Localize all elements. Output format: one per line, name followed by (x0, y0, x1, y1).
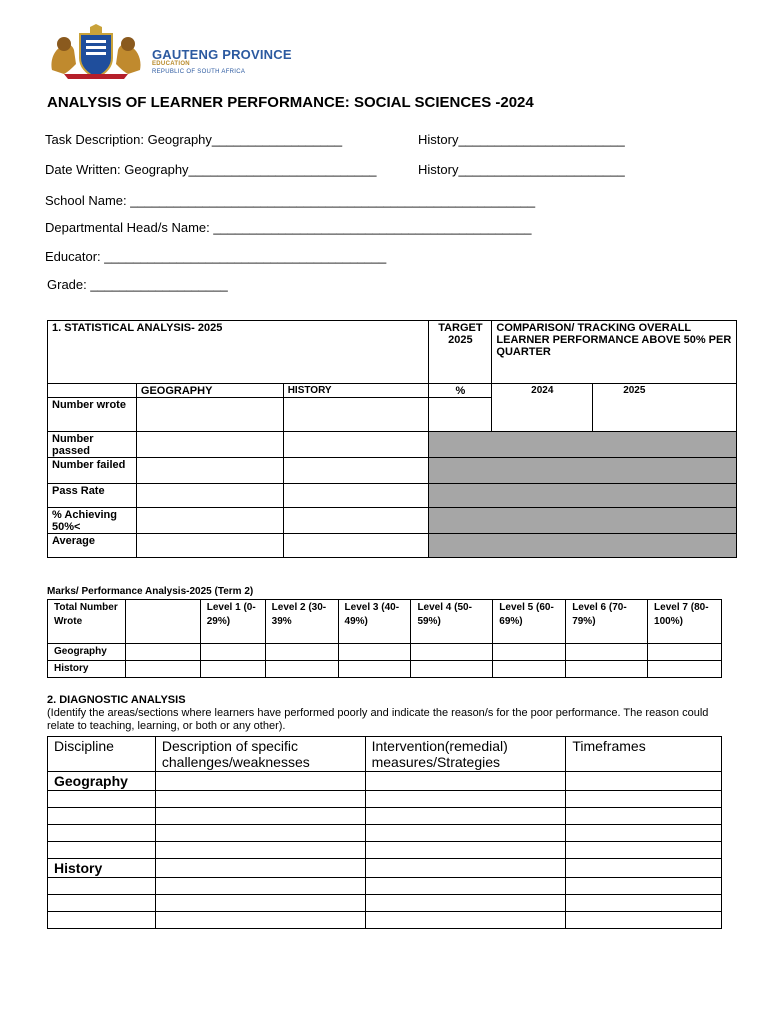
marks-header-level-5: Level 5 (60-69%) (493, 600, 566, 644)
row-label-number-failed: Number failed (48, 458, 137, 484)
diag-header-timeframes: Timeframes (566, 737, 722, 772)
cell-input[interactable] (125, 661, 200, 678)
cell-input[interactable] (283, 398, 429, 432)
cell-input[interactable] (155, 791, 365, 808)
cell-input[interactable] (493, 644, 566, 661)
cell-input[interactable] (283, 484, 429, 508)
departmental-head-field[interactable]: Departmental Head/s Name: ____________________________________________ (45, 220, 532, 235)
cell-input[interactable] (566, 825, 722, 842)
stat-blank-header (48, 384, 137, 398)
page-title: ANALYSIS OF LEARNER PERFORMANCE: SOCIAL SCIENCES -2024 (47, 94, 534, 111)
cell-input[interactable] (48, 912, 156, 929)
percent-column-header: % (429, 384, 492, 398)
cell-input[interactable] (566, 842, 722, 859)
diag-section-history: History (48, 859, 156, 878)
cell-input[interactable] (429, 398, 492, 432)
history-column-header: HISTORY (283, 384, 429, 398)
cell-input[interactable] (48, 878, 156, 895)
cell-input[interactable] (265, 661, 338, 678)
marks-header-blank (125, 600, 200, 644)
cell-input[interactable] (365, 825, 566, 842)
date-written-history[interactable]: History_______________________ (418, 162, 625, 177)
row-label-average: Average (48, 534, 137, 558)
country-name: REPUBLIC OF SOUTH AFRICA (152, 69, 246, 75)
cell-input[interactable] (136, 458, 283, 484)
department-name: EDUCATION (152, 61, 190, 67)
cell-input[interactable] (155, 912, 365, 929)
year-2025-header: 2025 (593, 384, 737, 432)
cell-input[interactable] (283, 508, 429, 534)
row-label-number-passed: Number passed (48, 432, 137, 458)
diag-header-intervention: Intervention(remedial) measures/Strategies (365, 737, 566, 772)
cell-input[interactable] (566, 772, 722, 791)
cell-input[interactable] (411, 644, 493, 661)
comparison-header: COMPARISON/ TRACKING OVERALL LEARNER PERFORMANCE ABOVE 50% PER QUARTER (492, 321, 737, 384)
diag-header-description: Description of specific challenges/weaknesses (155, 737, 365, 772)
cell-input[interactable] (411, 661, 493, 678)
cell-input[interactable] (566, 808, 722, 825)
cell-input[interactable] (155, 859, 365, 878)
cell-input[interactable] (200, 661, 265, 678)
cell-input[interactable] (648, 644, 722, 661)
educator-field[interactable]: Educator: _______________________________________ (45, 249, 387, 264)
cell-input[interactable] (48, 842, 156, 859)
cell-input[interactable] (566, 878, 722, 895)
target-header: TARGET 2025 (429, 321, 492, 384)
shaded-cell (429, 458, 737, 484)
cell-input[interactable] (566, 912, 722, 929)
cell-input[interactable] (365, 808, 566, 825)
cell-input[interactable] (566, 859, 722, 878)
diagnostic-heading: 2. DIAGNOSTIC ANALYSIS (47, 694, 186, 706)
cell-input[interactable] (365, 912, 566, 929)
cell-input[interactable] (365, 859, 566, 878)
marks-table-caption: Marks/ Performance Analysis-2025 (Term 2) (47, 586, 254, 597)
cell-input[interactable] (265, 644, 338, 661)
geography-column-header: GEOGRAPHY (136, 384, 283, 398)
statistical-analysis-table (47, 320, 737, 558)
shaded-cell (429, 484, 737, 508)
cell-input[interactable] (155, 842, 365, 859)
diag-section-geography: Geography (48, 772, 156, 791)
cell-input[interactable] (48, 791, 156, 808)
cell-input[interactable] (493, 661, 566, 678)
task-description-history[interactable]: History_______________________ (418, 132, 625, 147)
year-2024-header: 2024 (492, 384, 593, 432)
marks-header-level-2: Level 2 (30-39% (265, 600, 338, 644)
cell-input[interactable] (136, 432, 283, 458)
marks-header-level-3: Level 3 (40-49%) (338, 600, 411, 644)
statistical-analysis-title: 1. STATISTICAL ANALYSIS- 2025 (48, 321, 429, 384)
cell-input[interactable] (566, 791, 722, 808)
cell-input[interactable] (365, 878, 566, 895)
cell-input[interactable] (566, 661, 648, 678)
grade-field[interactable]: Grade: ___________________ (47, 277, 228, 292)
cell-input[interactable] (155, 878, 365, 895)
marks-row-label-geography: Geography (48, 644, 126, 661)
cell-input[interactable] (155, 772, 365, 791)
cell-input[interactable] (365, 791, 566, 808)
row-label-pass-rate: Pass Rate (48, 484, 137, 508)
cell-input[interactable] (48, 808, 156, 825)
marks-performance-table (47, 599, 722, 678)
cell-input[interactable] (338, 661, 411, 678)
marks-header-level-7: Level 7 (80-100%) (648, 600, 722, 644)
diagnostic-table (47, 736, 722, 929)
cell-input[interactable] (155, 808, 365, 825)
cell-input[interactable] (566, 644, 648, 661)
cell-input[interactable] (566, 895, 722, 912)
cell-input[interactable] (283, 458, 429, 484)
cell-input[interactable] (136, 534, 283, 558)
shaded-cell (429, 508, 737, 534)
task-description-geography[interactable]: Task Description: Geography__________________ (45, 132, 343, 147)
diag-header-discipline: Discipline (48, 737, 156, 772)
cell-input[interactable] (125, 644, 200, 661)
cell-input[interactable] (155, 825, 365, 842)
marks-header-level-1: Level 1 (0-29%) (200, 600, 265, 644)
cell-input[interactable] (283, 432, 429, 458)
shaded-cell (429, 534, 737, 558)
province-name: GAUTENG PROVINCE (152, 47, 292, 62)
cell-input[interactable] (136, 484, 283, 508)
cell-input[interactable] (155, 895, 365, 912)
cell-input[interactable] (365, 772, 566, 791)
marks-header-level-6: Level 6 (70-79%) (566, 600, 648, 644)
row-label-number-wrote: Number wrote (48, 398, 137, 432)
cell-input[interactable] (338, 644, 411, 661)
cell-input[interactable] (365, 895, 566, 912)
shaded-cell (429, 432, 737, 458)
marks-header-level-4: Level 4 (50-59%) (411, 600, 493, 644)
cell-input[interactable] (136, 398, 283, 432)
cell-input[interactable] (48, 895, 156, 912)
cell-input[interactable] (48, 825, 156, 842)
row-label-achieving-50: % Achieving 50%< (48, 508, 137, 534)
cell-input[interactable] (283, 534, 429, 558)
marks-header-total: Total Number Wrote (48, 600, 126, 644)
marks-row-label-history: History (48, 661, 126, 678)
coat-of-arms-icon (46, 24, 146, 80)
cell-input[interactable] (365, 842, 566, 859)
cell-input[interactable] (136, 508, 283, 534)
cell-input[interactable] (648, 661, 722, 678)
diagnostic-instructions: (Identify the areas/sections where learners have performed poorly and indicate the reason/s for the poor performance. The reason could relate to teaching, learning, or both or any other). (47, 707, 709, 732)
school-name-field[interactable]: School Name: ________________________________________________________ (45, 193, 536, 208)
cell-input[interactable] (200, 644, 265, 661)
date-written-geography[interactable]: Date Written: Geography__________________________ (45, 162, 377, 177)
